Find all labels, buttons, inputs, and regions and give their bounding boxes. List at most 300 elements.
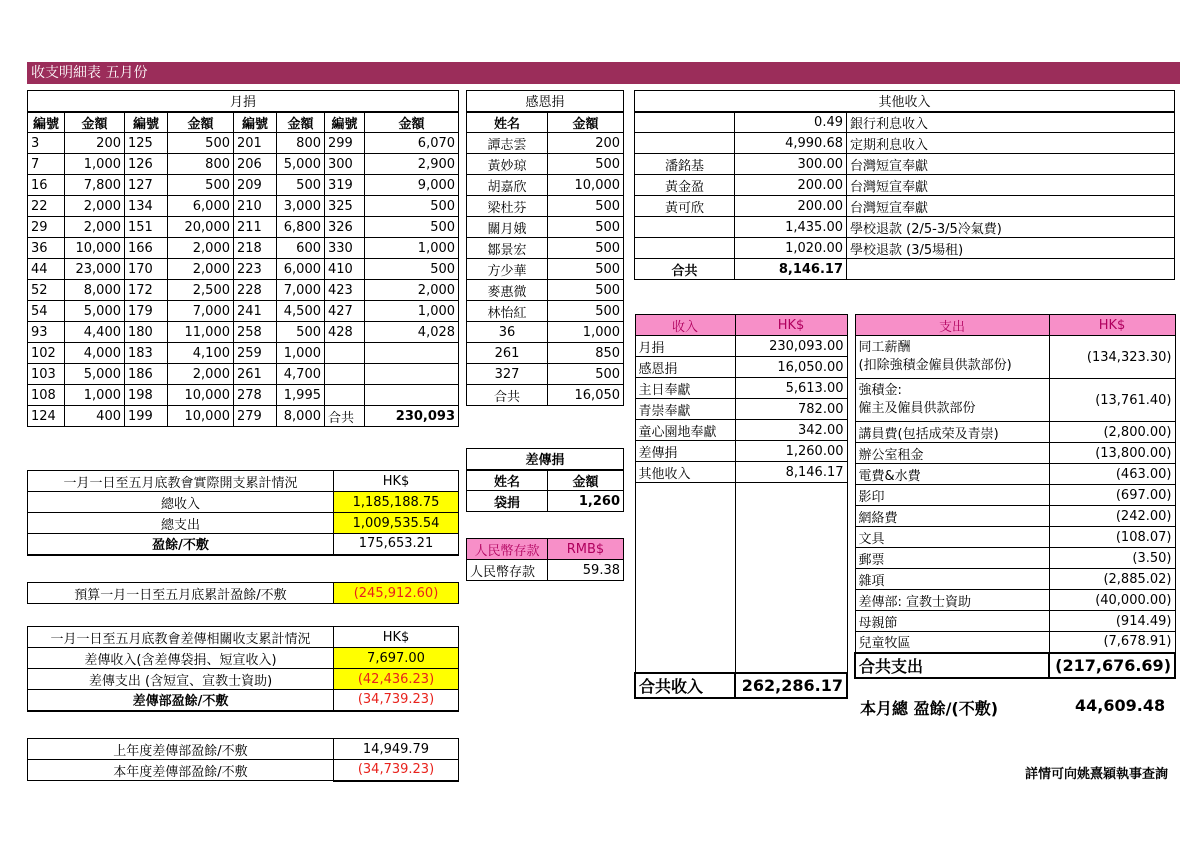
table-cell: 學校退款 (3/5場租)	[847, 238, 1175, 259]
table-row	[855, 569, 1175, 590]
expense-total-label: 合共支出	[855, 653, 1049, 678]
table-cell: 雜項	[855, 569, 1049, 590]
table-cell: 279	[234, 406, 277, 427]
monthly-donation-table	[27, 90, 459, 427]
table-row	[28, 175, 459, 196]
table-cell: 209	[234, 175, 277, 196]
table-cell: 206	[234, 154, 277, 175]
table-cell: 278	[234, 385, 277, 406]
table-row	[467, 154, 624, 175]
table-cell: 關月娥	[467, 217, 548, 238]
table-cell: 500	[277, 322, 325, 343]
table-cell: 800	[277, 133, 325, 154]
table-cell: 20,000	[168, 217, 234, 238]
table-cell: 36	[28, 238, 65, 259]
table-cell: 差傳捐	[635, 441, 735, 462]
table-cell: 麥惠微	[467, 280, 548, 301]
other-income-title: 其他收入	[635, 91, 1175, 112]
table-cell: 2,000	[168, 238, 234, 259]
table-cell: 5,000	[65, 364, 125, 385]
table-row	[855, 590, 1175, 611]
budget-value: (245,912.60)	[334, 583, 459, 604]
table-cell: 230,093	[365, 406, 459, 427]
table-cell: 186	[125, 364, 168, 385]
table-row	[28, 760, 459, 781]
table-cell: 44	[28, 259, 65, 280]
table-row	[467, 175, 624, 196]
table-cell: 151	[125, 217, 168, 238]
column-header: 編號	[28, 112, 65, 133]
table-cell: 3,000	[277, 196, 325, 217]
table-cell	[365, 343, 459, 364]
table-cell: 方少華	[467, 259, 548, 280]
table-cell: 6,070	[365, 133, 459, 154]
table-cell: 500	[365, 217, 459, 238]
column-header: 金額	[277, 112, 325, 133]
table-cell: 總收入	[28, 492, 334, 513]
table-cell: 261	[234, 364, 277, 385]
table-cell: 261	[467, 343, 548, 364]
table-cell: 袋捐	[467, 491, 548, 512]
table-cell: 人民幣存款	[467, 560, 548, 581]
table-cell: 2,000	[168, 364, 234, 385]
table-cell: 0.49	[735, 112, 847, 133]
table-cell: 200	[548, 133, 624, 154]
table-cell: 網絡費	[855, 506, 1049, 527]
column-header: 收入	[635, 315, 735, 336]
column-header: 金額	[365, 112, 459, 133]
table-cell: 黃妙琼	[467, 154, 548, 175]
table-cell: 59.38	[548, 560, 624, 581]
income-total-label: 合共收入	[635, 673, 735, 698]
column-header: 姓名	[467, 470, 548, 491]
table-row	[28, 217, 459, 238]
table-cell: 7,000	[277, 280, 325, 301]
table-cell: (34,739.23)	[334, 690, 459, 711]
table-cell: 青崇奉獻	[635, 399, 735, 420]
page-title: 收支明細表 五月份	[27, 62, 1180, 84]
table-cell: 166	[125, 238, 168, 259]
table-cell: (13,800.00)	[1049, 443, 1175, 464]
table-cell: 1,185,188.75	[334, 492, 459, 513]
table-cell: 172	[125, 280, 168, 301]
table-cell: 8,000	[277, 406, 325, 427]
table-cell: 母親節	[855, 611, 1049, 632]
table-cell: 211	[234, 217, 277, 238]
table-cell: 童心園地奉獻	[635, 420, 735, 441]
table-cell: 10,000	[168, 406, 234, 427]
table-cell: 8,000	[65, 280, 125, 301]
table-row	[635, 133, 1175, 154]
table-cell: (3.50)	[1049, 548, 1175, 569]
table-cell: 500	[277, 175, 325, 196]
table-cell: 差傳部: 宣教士資助	[855, 590, 1049, 611]
table-cell: 1,995	[277, 385, 325, 406]
table-row	[28, 196, 459, 217]
table-cell: 1,009,535.54	[334, 513, 459, 534]
table-cell: 14,949.79	[334, 739, 459, 760]
table-cell: 11,000	[168, 322, 234, 343]
table-cell: 盈餘/不敷	[28, 534, 334, 555]
table-cell: 強積金: 僱主及僱員供款部份	[855, 379, 1049, 422]
table-row	[28, 690, 459, 711]
table-cell: 合共	[635, 259, 735, 280]
table-cell: 4,000	[65, 343, 125, 364]
table-row	[855, 336, 1175, 379]
table-cell: 500	[548, 364, 624, 385]
income-table	[634, 314, 848, 699]
table-cell: 200.00	[735, 196, 847, 217]
monthly-surplus-label: 本月總 盈餘/(不敷)	[860, 699, 999, 718]
table-cell: 2,500	[168, 280, 234, 301]
table-cell: 10,000	[548, 175, 624, 196]
table-row	[467, 301, 624, 322]
table-cell: 講員費(包括成荣及青崇)	[855, 422, 1049, 443]
table-cell: 1,260.00	[735, 441, 847, 462]
table-row	[467, 133, 624, 154]
table-cell: 7,800	[65, 175, 125, 196]
table-cell: (914.49)	[1049, 611, 1175, 632]
ytd-title: 一月一日至五月底教會實際開支累計情況	[28, 471, 334, 492]
table-cell: 10,000	[65, 238, 125, 259]
table-cell: 330	[325, 238, 365, 259]
table-cell: 16	[28, 175, 65, 196]
table-cell: 1,000	[365, 238, 459, 259]
table-cell: 200	[65, 133, 125, 154]
table-cell: 鄒景宏	[467, 238, 548, 259]
table-cell: 主日奉獻	[635, 378, 735, 399]
table-cell: 16,050.00	[735, 357, 847, 378]
table-cell: 228	[234, 280, 277, 301]
table-row	[855, 464, 1175, 485]
table-cell	[635, 217, 735, 238]
table-row	[467, 364, 624, 385]
table-cell: 124	[28, 406, 65, 427]
table-row	[635, 462, 847, 483]
table-row	[28, 513, 459, 534]
column-header: 金額	[548, 470, 624, 491]
table-cell: 52	[28, 280, 65, 301]
table-row	[635, 196, 1175, 217]
ytd-summary-table	[27, 470, 459, 556]
mission-ytd-table	[27, 626, 459, 712]
contact-note: 詳情可向姚熹穎執事查詢	[1024, 767, 1168, 782]
table-cell: 文具	[855, 527, 1049, 548]
table-cell: 259	[234, 343, 277, 364]
table-cell: (34,739.23)	[334, 760, 459, 781]
table-cell: 月捐	[635, 336, 735, 357]
table-cell: 319	[325, 175, 365, 196]
table-cell: 4,990.68	[735, 133, 847, 154]
table-cell: 1,260	[548, 491, 624, 512]
table-cell: 800	[168, 154, 234, 175]
table-cell: 總支出	[28, 513, 334, 534]
table-cell: 500	[365, 196, 459, 217]
table-cell: 同工薪酬 (扣除強積金僱員供款部份)	[855, 336, 1049, 379]
table-cell: 300.00	[735, 154, 847, 175]
column-header: 支出	[855, 315, 1049, 336]
table-cell: 5,000	[65, 301, 125, 322]
table-cell: 合共	[325, 406, 365, 427]
table-row	[855, 422, 1175, 443]
table-row	[855, 506, 1175, 527]
column-header: 編號	[325, 112, 365, 133]
table-cell: 差傳部盈餘/不敷	[28, 690, 334, 711]
column-header: 人民幣存款	[467, 539, 548, 560]
table-row	[28, 322, 459, 343]
thanks-title: 感恩捐	[467, 91, 624, 112]
table-cell: 93	[28, 322, 65, 343]
table-cell: 4,700	[277, 364, 325, 385]
table-cell: 3	[28, 133, 65, 154]
expense-total-row	[855, 653, 1175, 678]
table-row	[28, 154, 459, 175]
table-cell: 23,000	[65, 259, 125, 280]
thanks-donation-table	[466, 90, 624, 406]
table-cell: (134,323.30)	[1049, 336, 1175, 379]
table-cell: 4,400	[65, 322, 125, 343]
table-row	[635, 357, 847, 378]
table-cell: 2,000	[65, 217, 125, 238]
table-cell: 500	[548, 154, 624, 175]
table-cell: 胡嘉欣	[467, 175, 548, 196]
mission-ytd-hk-header: HK$	[334, 627, 459, 648]
column-header: HK$	[735, 315, 847, 336]
table-cell: 8,146.17	[735, 259, 847, 280]
table-cell: 108	[28, 385, 65, 406]
table-cell: 梁杜芬	[467, 196, 548, 217]
table-cell: 127	[125, 175, 168, 196]
table-row	[635, 238, 1175, 259]
table-cell: 102	[28, 343, 65, 364]
table-cell: 400	[65, 406, 125, 427]
table-row	[855, 632, 1175, 653]
table-row	[635, 378, 847, 399]
table-cell: 兒童牧區	[855, 632, 1049, 653]
table-cell: 500	[548, 280, 624, 301]
table-cell: 林怡紅	[467, 301, 548, 322]
table-cell: 179	[125, 301, 168, 322]
table-cell: 電費&水費	[855, 464, 1049, 485]
table-cell: 其他收入	[635, 462, 735, 483]
table-row	[855, 611, 1175, 632]
table-cell: 6,800	[277, 217, 325, 238]
table-cell: 241	[234, 301, 277, 322]
table-cell: 4,500	[277, 301, 325, 322]
table-cell: 5,613.00	[735, 378, 847, 399]
table-cell	[735, 483, 847, 673]
monthly-title: 月捐	[28, 91, 459, 112]
table-row	[855, 548, 1175, 569]
table-row	[28, 739, 459, 760]
column-header: 金額	[65, 112, 125, 133]
table-row	[467, 560, 624, 581]
income-total-value: 262,286.17	[735, 673, 847, 698]
table-cell: 183	[125, 343, 168, 364]
column-header: 編號	[125, 112, 168, 133]
table-cell: 500	[365, 259, 459, 280]
table-cell: 199	[125, 406, 168, 427]
table-row	[855, 527, 1175, 548]
table-cell: 327	[467, 364, 548, 385]
table-cell: 125	[125, 133, 168, 154]
table-cell: 198	[125, 385, 168, 406]
table-row	[855, 379, 1175, 422]
table-row	[467, 217, 624, 238]
table-row	[28, 238, 459, 259]
table-cell: 2,000	[365, 280, 459, 301]
table-cell: 500	[548, 259, 624, 280]
table-row	[467, 259, 624, 280]
table-cell: 黃可欣	[635, 196, 735, 217]
table-cell: 126	[125, 154, 168, 175]
table-row	[28, 669, 459, 690]
table-cell: 500	[548, 196, 624, 217]
table-cell: 175,653.21	[334, 534, 459, 555]
table-cell: 134	[125, 196, 168, 217]
table-cell: 1,000	[65, 385, 125, 406]
table-cell: 22	[28, 196, 65, 217]
table-cell	[635, 133, 735, 154]
table-cell: 2,000	[65, 196, 125, 217]
table-row	[28, 259, 459, 280]
table-cell: 782.00	[735, 399, 847, 420]
table-row	[635, 217, 1175, 238]
table-cell	[635, 483, 735, 673]
table-row	[467, 385, 624, 406]
table-cell: 1,000	[365, 301, 459, 322]
table-cell: 郵票	[855, 548, 1049, 569]
table-row	[28, 301, 459, 322]
table-cell: 差傳收入(含差傳袋捐、短宣收入)	[28, 648, 334, 669]
table-cell	[365, 364, 459, 385]
table-cell: (697.00)	[1049, 485, 1175, 506]
table-cell: 6,000	[277, 259, 325, 280]
table-cell: 258	[234, 322, 277, 343]
table-cell: 423	[325, 280, 365, 301]
table-cell: 16,050	[548, 385, 624, 406]
table-cell: 本年度差傳部盈餘/不敷	[28, 760, 334, 781]
table-cell: (2,800.00)	[1049, 422, 1175, 443]
mission-donation-table	[466, 448, 624, 512]
table-cell: 342.00	[735, 420, 847, 441]
table-row	[635, 441, 847, 462]
table-cell: 2,000	[168, 259, 234, 280]
table-row	[467, 491, 624, 512]
table-cell: 學校退款 (2/5-3/5冷氣費)	[847, 217, 1175, 238]
table-cell: 差傳支出 (含短宣、宣教士資助)	[28, 669, 334, 690]
table-cell: 325	[325, 196, 365, 217]
table-cell: 黃金盈	[635, 175, 735, 196]
table-cell: 譚志雲	[467, 133, 548, 154]
table-row	[28, 648, 459, 669]
column-header: HK$	[1049, 315, 1175, 336]
table-cell: 54	[28, 301, 65, 322]
table-row	[635, 399, 847, 420]
table-row	[28, 133, 459, 154]
table-cell: 103	[28, 364, 65, 385]
income-total-row	[635, 673, 847, 698]
table-row	[635, 483, 847, 673]
table-cell: 7	[28, 154, 65, 175]
table-row	[467, 343, 624, 364]
table-cell	[635, 112, 735, 133]
table-row	[635, 154, 1175, 175]
table-cell: 230,093.00	[735, 336, 847, 357]
table-row	[635, 175, 1175, 196]
table-row	[467, 196, 624, 217]
table-cell: 1,435.00	[735, 217, 847, 238]
table-row	[28, 534, 459, 555]
table-cell: 850	[548, 343, 624, 364]
mission-ytd-title: 一月一日至五月底教會差傳相關收支累計情況	[28, 627, 334, 648]
table-cell: (2,885.02)	[1049, 569, 1175, 590]
table-cell: 300	[325, 154, 365, 175]
table-cell: 218	[234, 238, 277, 259]
table-cell: 200.00	[735, 175, 847, 196]
table-cell: (42,436.23)	[334, 669, 459, 690]
table-row	[28, 406, 459, 427]
table-cell: 500	[168, 133, 234, 154]
table-cell: 合共	[467, 385, 548, 406]
table-cell: 台灣短宣奉獻	[847, 154, 1175, 175]
table-cell: 7,000	[168, 301, 234, 322]
table-cell: 600	[277, 238, 325, 259]
mission-years-table	[27, 738, 459, 782]
table-cell: 上年度差傳部盈餘/不敷	[28, 739, 334, 760]
table-cell: 201	[234, 133, 277, 154]
rmb-deposit-table	[466, 538, 624, 581]
table-cell: 500	[548, 217, 624, 238]
table-row	[635, 259, 1175, 280]
table-row	[635, 112, 1175, 133]
table-cell: 潘銘基	[635, 154, 735, 175]
table-cell: 299	[325, 133, 365, 154]
table-row	[855, 443, 1175, 464]
budget-table	[27, 582, 459, 604]
table-cell: 210	[234, 196, 277, 217]
table-cell: 427	[325, 301, 365, 322]
table-cell: 辦公室租金	[855, 443, 1049, 464]
table-cell: 1,000	[65, 154, 125, 175]
table-cell: 180	[125, 322, 168, 343]
table-cell: 170	[125, 259, 168, 280]
table-cell: (40,000.00)	[1049, 590, 1175, 611]
table-cell	[635, 238, 735, 259]
table-cell: (7,678.91)	[1049, 632, 1175, 653]
table-row	[28, 280, 459, 301]
table-cell: 326	[325, 217, 365, 238]
budget-label: 預算一月一日至五月底累計盈餘/不敷	[28, 583, 334, 604]
table-cell	[325, 385, 365, 406]
table-cell: 4,028	[365, 322, 459, 343]
table-cell: 223	[234, 259, 277, 280]
table-cell: 5,000	[277, 154, 325, 175]
table-row	[855, 485, 1175, 506]
table-row	[467, 238, 624, 259]
table-cell: 銀行利息收入	[847, 112, 1175, 133]
table-cell: 影印	[855, 485, 1049, 506]
table-cell: 2,900	[365, 154, 459, 175]
table-cell: 9,000	[365, 175, 459, 196]
table-row	[28, 343, 459, 364]
table-cell: 500	[548, 238, 624, 259]
column-header: 金額	[548, 112, 624, 133]
expense-table	[854, 314, 1176, 679]
other-income-table	[634, 90, 1175, 280]
table-cell: 36	[467, 322, 548, 343]
table-cell: 台灣短宣奉獻	[847, 196, 1175, 217]
